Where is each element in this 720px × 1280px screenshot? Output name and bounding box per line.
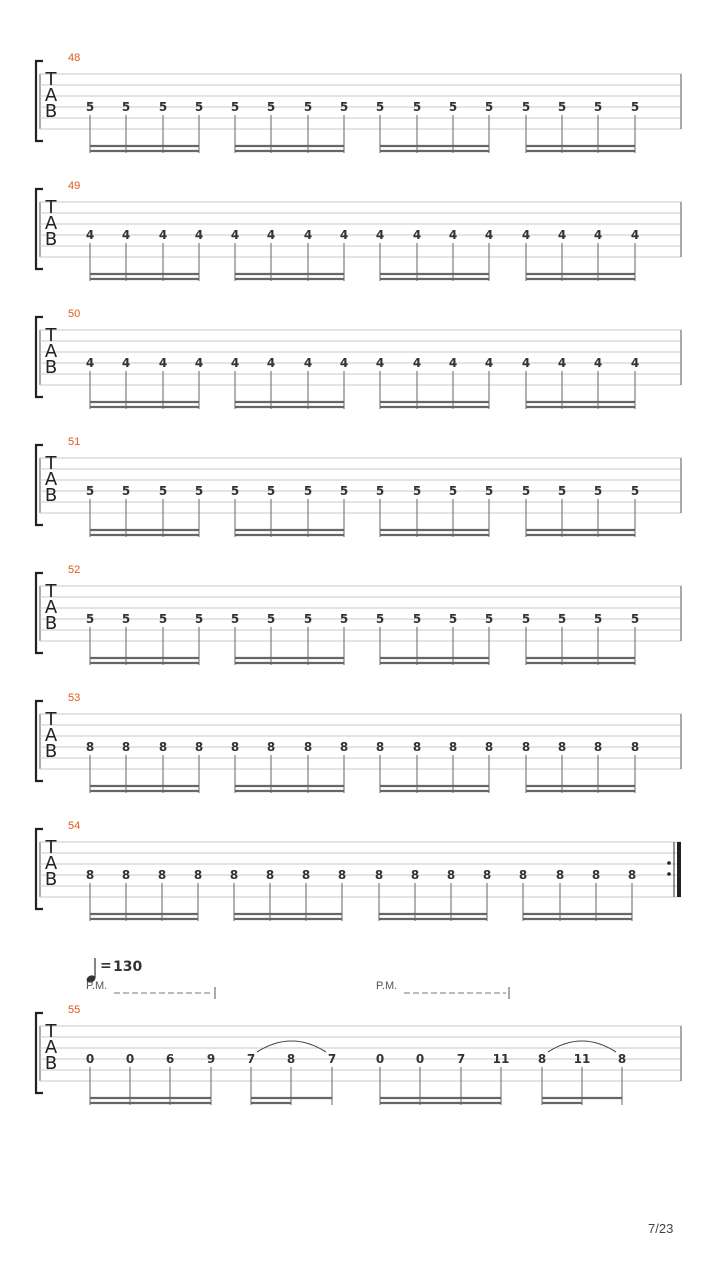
palm-mute-label: P.M. (376, 980, 398, 992)
fret-number: 4 (593, 228, 603, 242)
fret-number: 5 (412, 100, 422, 114)
measure-number: 52 (68, 564, 81, 576)
fret-number: 8 (617, 1052, 627, 1066)
fret-number: 5 (448, 484, 458, 498)
measure-number: 53 (68, 692, 81, 704)
fret-number: 4 (121, 228, 131, 242)
fret-number: 5 (484, 612, 494, 626)
fret-number: 4 (85, 228, 95, 242)
fret-number: 4 (230, 228, 240, 242)
tab-letter-b: B (44, 357, 58, 378)
fret-number: 8 (555, 868, 565, 882)
fret-number: 5 (484, 100, 494, 114)
fret-number: 5 (158, 100, 168, 114)
tempo-value: 130 (113, 959, 143, 975)
fret-number: 8 (557, 740, 567, 754)
fret-number: 8 (85, 868, 95, 882)
fret-number: 0 (125, 1052, 135, 1066)
fret-number: 5 (630, 612, 640, 626)
fret-number: 6 (165, 1052, 175, 1066)
tab-system-55 (36, 1004, 681, 1105)
palm-mute-marker (86, 980, 215, 999)
fret-number: 0 (415, 1052, 425, 1066)
tab-letter-b: B (44, 613, 58, 634)
fret-number: 8 (337, 868, 347, 882)
fret-number: 7 (327, 1052, 337, 1066)
fret-number: 4 (339, 228, 349, 242)
fret-number: 5 (266, 612, 276, 626)
tab-letter-t: T (45, 709, 57, 730)
tab-letter-b: B (44, 1053, 58, 1074)
fret-number: 5 (303, 612, 313, 626)
fret-number: 5 (557, 612, 567, 626)
fret-number: 4 (266, 228, 276, 242)
fret-number: 4 (158, 356, 168, 370)
fret-number: 5 (303, 100, 313, 114)
fret-number: 0 (85, 1052, 95, 1066)
measure-number: 55 (68, 1004, 81, 1016)
fret-number: 8 (448, 740, 458, 754)
fret-number: 5 (448, 100, 458, 114)
fret-number: 4 (266, 356, 276, 370)
measure-number: 49 (68, 180, 81, 192)
fret-number: 4 (448, 228, 458, 242)
fret-number: 4 (375, 356, 385, 370)
fret-number: 4 (303, 356, 313, 370)
fret-number: 8 (484, 740, 494, 754)
fret-number: 5 (194, 612, 204, 626)
fret-number: 8 (412, 740, 422, 754)
tab-letter-t: T (45, 325, 57, 346)
fret-number: 4 (630, 228, 640, 242)
fret-number: 5 (121, 484, 131, 498)
fret-number: 5 (158, 484, 168, 498)
tab-letter-a: A (44, 1037, 58, 1058)
fret-number: 5 (521, 484, 531, 498)
tab-letter-t: T (45, 581, 57, 602)
fret-number: 5 (230, 612, 240, 626)
fret-number: 4 (412, 356, 422, 370)
fret-number: 4 (448, 356, 458, 370)
fret-number: 8 (591, 868, 601, 882)
fret-number: 8 (537, 1052, 547, 1066)
fret-number: 8 (194, 740, 204, 754)
fret-number: 8 (339, 740, 349, 754)
tab-system-48 (36, 52, 681, 153)
fret-number: 8 (229, 868, 239, 882)
measure-number: 54 (68, 820, 81, 832)
tab-letter-t: T (45, 1021, 57, 1042)
fret-number: 8 (230, 740, 240, 754)
fret-number: 4 (630, 356, 640, 370)
tab-system-52 (36, 564, 681, 665)
fret-number: 5 (158, 612, 168, 626)
repeat-dot (667, 861, 671, 865)
fret-number: 8 (266, 740, 276, 754)
fret-number: 5 (85, 100, 95, 114)
fret-number: 8 (482, 868, 492, 882)
fret-number: 4 (484, 356, 494, 370)
fret-number: 11 (573, 1052, 591, 1066)
fret-number: 5 (557, 100, 567, 114)
fret-number: 5 (339, 484, 349, 498)
fret-number: 5 (484, 484, 494, 498)
fret-number: 5 (230, 484, 240, 498)
tab-system-51 (36, 436, 681, 537)
palm-mute-marker (376, 980, 509, 999)
fret-number: 4 (303, 228, 313, 242)
fret-number: 5 (593, 100, 603, 114)
fret-number: 4 (121, 356, 131, 370)
fret-number: 8 (374, 868, 384, 882)
fret-number: 8 (410, 868, 420, 882)
palm-mute-label: P.M. (86, 980, 108, 992)
fret-number: 5 (521, 100, 531, 114)
fret-number: 4 (593, 356, 603, 370)
page-number: 7/23 (648, 1221, 674, 1236)
fret-number: 8 (630, 740, 640, 754)
tab-letter-b: B (44, 229, 58, 250)
fret-number: 5 (266, 484, 276, 498)
tab-letter-a: A (44, 469, 58, 490)
fret-number: 8 (303, 740, 313, 754)
fret-number: 5 (266, 100, 276, 114)
fret-number: 5 (557, 484, 567, 498)
tab-letter-a: A (44, 341, 58, 362)
fret-number: 8 (375, 740, 385, 754)
tab-letter-t: T (45, 453, 57, 474)
fret-number: 5 (121, 612, 131, 626)
tab-letter-a: A (44, 853, 58, 874)
tab-letter-a: A (44, 85, 58, 106)
repeat-dot (667, 872, 671, 876)
fret-number: 9 (206, 1052, 216, 1066)
fret-number: 8 (193, 868, 203, 882)
tempo-equals: = (100, 958, 112, 974)
fret-number: 5 (375, 484, 385, 498)
fret-number: 8 (157, 868, 167, 882)
fret-number: 4 (194, 356, 204, 370)
fret-number: 5 (630, 484, 640, 498)
fret-number: 8 (265, 868, 275, 882)
fret-number: 5 (593, 612, 603, 626)
fret-number: 4 (521, 228, 531, 242)
fret-number: 4 (412, 228, 422, 242)
fret-number: 5 (521, 612, 531, 626)
fret-number: 5 (412, 484, 422, 498)
fret-number: 5 (85, 484, 95, 498)
fret-number: 5 (630, 100, 640, 114)
fret-number: 5 (339, 612, 349, 626)
tab-letter-b: B (44, 485, 58, 506)
tab-letter-t: T (45, 197, 57, 218)
fret-number: 8 (593, 740, 603, 754)
fret-number: 5 (194, 484, 204, 498)
fret-number: 8 (85, 740, 95, 754)
fret-number: 4 (557, 356, 567, 370)
tab-system-49 (36, 180, 681, 281)
fret-number: 4 (230, 356, 240, 370)
barline-thick (677, 842, 681, 897)
fret-number: 8 (627, 868, 637, 882)
fret-number: 8 (518, 868, 528, 882)
tab-system-54 (36, 820, 681, 921)
fret-number: 7 (246, 1052, 256, 1066)
tab-letter-a: A (44, 213, 58, 234)
slur-arc (548, 1041, 616, 1052)
tab-system-53 (36, 692, 681, 793)
measure-number: 48 (68, 52, 81, 64)
tab-letter-a: A (44, 597, 58, 618)
fret-number: 4 (85, 356, 95, 370)
fret-number: 5 (448, 612, 458, 626)
fret-number: 8 (521, 740, 531, 754)
tab-letter-t: T (45, 837, 57, 858)
fret-number: 5 (230, 100, 240, 114)
fret-number: 4 (484, 228, 494, 242)
tab-system-50 (36, 308, 681, 409)
fret-number: 4 (158, 228, 168, 242)
fret-number: 7 (456, 1052, 466, 1066)
tab-letter-t: T (45, 69, 57, 90)
fret-number: 5 (85, 612, 95, 626)
fret-number: 5 (412, 612, 422, 626)
fret-number: 5 (375, 100, 385, 114)
fret-number: 4 (375, 228, 385, 242)
fret-number: 5 (303, 484, 313, 498)
slur-arc (257, 1041, 326, 1052)
fret-number: 5 (121, 100, 131, 114)
fret-number: 8 (121, 740, 131, 754)
tab-letter-b: B (44, 869, 58, 890)
fret-number: 5 (375, 612, 385, 626)
fret-number: 8 (286, 1052, 296, 1066)
fret-number: 5 (194, 100, 204, 114)
fret-number: 8 (446, 868, 456, 882)
tab-letter-b: B (44, 741, 58, 762)
tab-letter-a: A (44, 725, 58, 746)
fret-number: 8 (121, 868, 131, 882)
fret-number: 4 (339, 356, 349, 370)
fret-number: 8 (301, 868, 311, 882)
fret-number: 4 (557, 228, 567, 242)
measure-number: 50 (68, 308, 81, 320)
fret-number: 5 (593, 484, 603, 498)
fret-number: 8 (158, 740, 168, 754)
fret-number: 5 (339, 100, 349, 114)
tab-letter-b: B (44, 101, 58, 122)
fret-number: 4 (194, 228, 204, 242)
fret-number: 0 (375, 1052, 385, 1066)
measure-number: 51 (68, 436, 81, 448)
fret-number: 4 (521, 356, 531, 370)
fret-number: 11 (492, 1052, 510, 1066)
